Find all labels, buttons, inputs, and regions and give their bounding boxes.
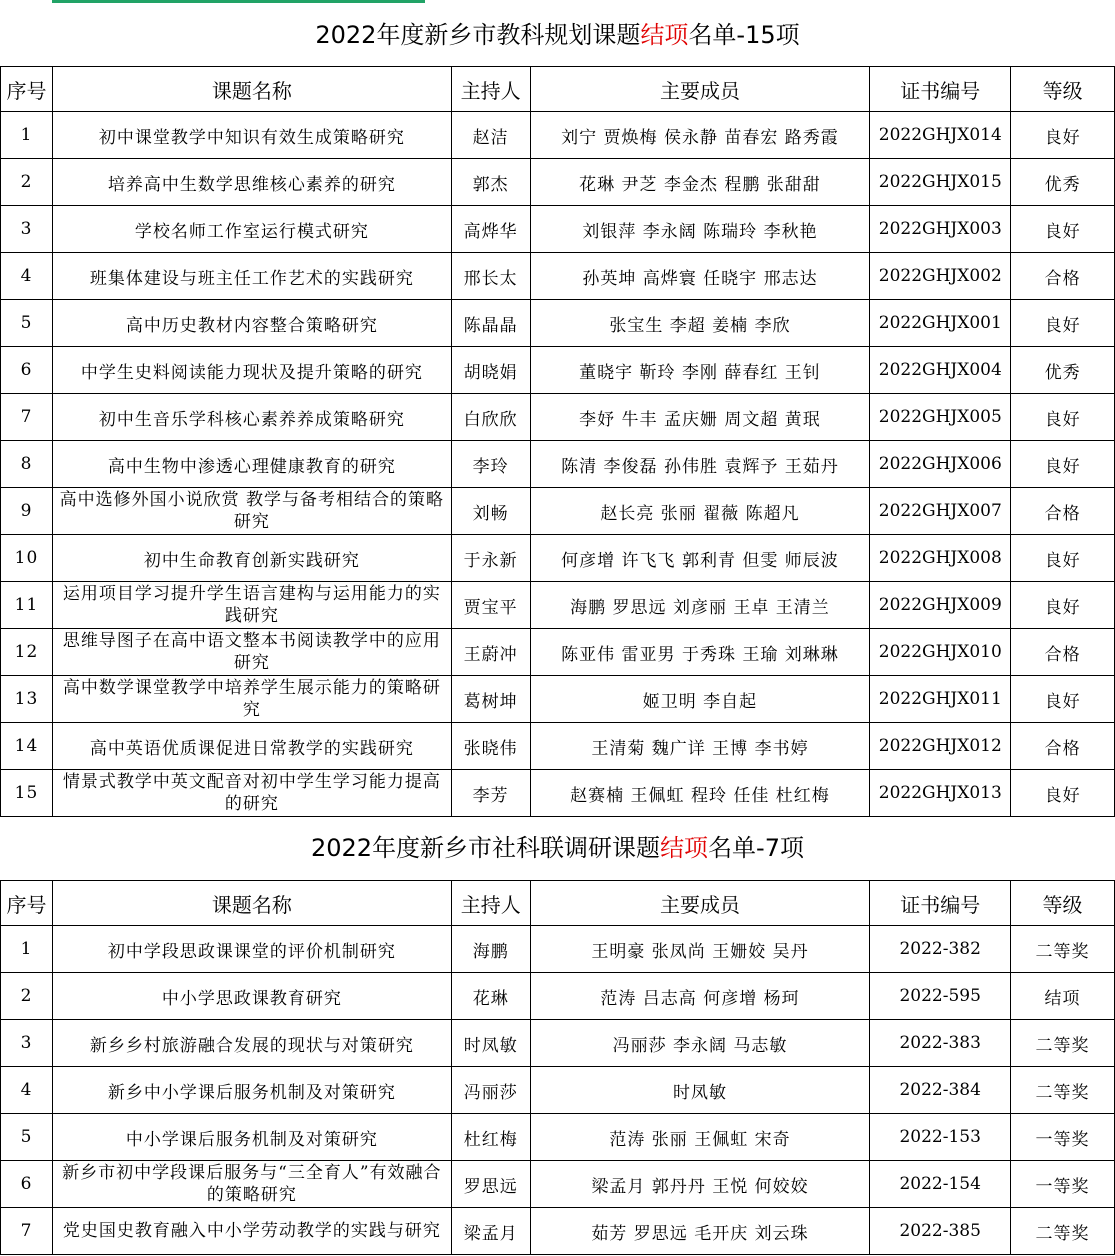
cell-host[interactable]: 邢长太 <box>451 253 530 300</box>
cell-topic[interactable]: 党史国史教育融入中小学劳动教学的实践与研究 <box>52 1208 451 1255</box>
cell-topic[interactable]: 班集体建设与班主任工作艺术的实践研究 <box>52 253 451 300</box>
table-row <box>1 1161 1115 1208</box>
cell-cert[interactable]: 2022GHJX012 <box>870 723 1011 770</box>
cell-host[interactable]: 于永新 <box>451 535 530 582</box>
table-row <box>1 159 1115 206</box>
cell-cert[interactable]: 2022GHJX008 <box>870 535 1011 582</box>
section1-title-prefix: 2022年度新乡市教科规划课题 <box>315 21 641 49</box>
cell-cert[interactable]: 2022GHJX001 <box>870 300 1011 347</box>
cell-grade[interactable]: 良好 <box>1011 206 1115 253</box>
cell-members[interactable]: 陈亚伟 雷亚男 于秀珠 王瑜 刘琳琳 <box>530 629 870 676</box>
cell-seq[interactable]: 12 <box>1 629 53 676</box>
header-seq[interactable]: 序号 <box>1 67 53 112</box>
cell-seq[interactable]: 14 <box>1 723 53 770</box>
cell-members[interactable]: 孙英坤 高烨寰 任晓宇 邢志达 <box>530 253 870 300</box>
table-row <box>1 441 1115 488</box>
cell-host[interactable]: 白欣欣 <box>451 394 530 441</box>
cell-grade[interactable]: 良好 <box>1011 582 1115 629</box>
header-cert[interactable]: 证书编号 <box>870 881 1011 926</box>
cell-grade[interactable]: 结项 <box>1011 973 1115 1020</box>
cell-grade[interactable]: 良好 <box>1011 300 1115 347</box>
header-members[interactable]: 主要成员 <box>530 67 870 112</box>
section1-title-suffix: 名单-15项 <box>688 21 800 49</box>
cell-host[interactable]: 罗思远 <box>451 1161 530 1208</box>
header-topic[interactable]: 课题名称 <box>52 881 451 926</box>
table-row <box>1 347 1115 394</box>
cell-seq[interactable]: 15 <box>1 770 53 817</box>
cell-members[interactable]: 海鹏 罗思远 刘彦丽 王卓 王清兰 <box>530 582 870 629</box>
cell-cert[interactable]: 2022GHJX007 <box>870 488 1011 535</box>
cell-grade[interactable]: 二等奖 <box>1011 1020 1115 1067</box>
table-row <box>1 582 1115 629</box>
table-row <box>1 112 1115 159</box>
cell-grade[interactable]: 合格 <box>1011 488 1115 535</box>
cell-grade[interactable]: 合格 <box>1011 253 1115 300</box>
cell-seq[interactable]: 7 <box>1 1208 53 1255</box>
cell-cert[interactable]: 2022GHJX002 <box>870 253 1011 300</box>
section2-title <box>0 833 1115 863</box>
cell-host[interactable]: 赵洁 <box>451 112 530 159</box>
cell-members[interactable]: 何彦增 许飞飞 郭利青 但雯 师辰波 <box>530 535 870 582</box>
cell-cert[interactable]: 2022GHJX015 <box>870 159 1011 206</box>
cell-cert[interactable]: 2022GHJX004 <box>870 347 1011 394</box>
cell-grade[interactable]: 合格 <box>1011 723 1115 770</box>
cell-members[interactable]: 张宝生 李超 姜楠 李欣 <box>530 300 870 347</box>
cell-members[interactable]: 赵赛楠 王佩虹 程玲 任佳 杜红梅 <box>530 770 870 817</box>
cell-seq[interactable]: 1 <box>1 112 53 159</box>
table-row <box>1 770 1115 817</box>
cell-topic[interactable]: 新乡乡村旅游融合发展的现状与对策研究 <box>52 1020 451 1067</box>
cell-seq[interactable]: 2 <box>1 973 53 1020</box>
cell-host[interactable]: 李玲 <box>451 441 530 488</box>
cell-host[interactable]: 李芳 <box>451 770 530 817</box>
cell-seq[interactable]: 6 <box>1 1161 53 1208</box>
cell-grade[interactable]: 一等奖 <box>1011 1114 1115 1161</box>
cell-grade[interactable]: 二等奖 <box>1011 1208 1115 1255</box>
table-row <box>1 253 1115 300</box>
table-row <box>1 1114 1115 1161</box>
cell-seq[interactable]: 3 <box>1 206 53 253</box>
header-grade[interactable]: 等级 <box>1011 881 1115 926</box>
cell-host[interactable]: 葛树坤 <box>451 676 530 723</box>
header-row <box>1 881 1115 926</box>
header-host[interactable]: 主持人 <box>451 881 530 926</box>
section2-table <box>0 880 1115 1255</box>
cell-topic[interactable]: 中小学课后服务机制及对策研究 <box>52 1114 451 1161</box>
cell-grade[interactable]: 良好 <box>1011 676 1115 723</box>
cell-topic[interactable]: 初中生音乐学科核心素养养成策略研究 <box>52 394 451 441</box>
cell-members[interactable]: 冯丽莎 李永阔 马志敏 <box>530 1020 870 1067</box>
cell-selection-indicator <box>52 0 425 3</box>
cell-cert[interactable]: 2022GHJX006 <box>870 441 1011 488</box>
cell-seq[interactable]: 2 <box>1 159 53 206</box>
cell-cert[interactable]: 2022-385 <box>870 1208 1011 1255</box>
cell-topic[interactable]: 初中生命教育创新实践研究 <box>52 535 451 582</box>
cell-members[interactable]: 刘银萍 李永阔 陈瑞玲 李秋艳 <box>530 206 870 253</box>
cell-grade[interactable]: 一等奖 <box>1011 1161 1115 1208</box>
cell-grade[interactable]: 良好 <box>1011 394 1115 441</box>
cell-cert[interactable]: 2022GHJX009 <box>870 582 1011 629</box>
cell-members[interactable]: 董晓宇 靳玲 李刚 薛春红 王钊 <box>530 347 870 394</box>
table-row <box>1 206 1115 253</box>
cell-members[interactable]: 赵长亮 张丽 翟薇 陈超凡 <box>530 488 870 535</box>
cell-members[interactable]: 花琳 尹芝 李金杰 程鹏 张甜甜 <box>530 159 870 206</box>
cell-members[interactable]: 王明豪 张凤尚 王姗姣 吴丹 <box>530 926 870 973</box>
cell-members[interactable]: 茹芳 罗思远 毛开庆 刘云珠 <box>530 1208 870 1255</box>
section1-title <box>0 20 1115 50</box>
section2-title-suffix: 名单-7项 <box>708 834 804 862</box>
cell-members[interactable]: 范涛 张丽 王佩虹 宋奇 <box>530 1114 870 1161</box>
cell-seq[interactable]: 11 <box>1 582 53 629</box>
cell-seq[interactable]: 4 <box>1 253 53 300</box>
cell-topic[interactable]: 培养高中生数学思维核心素养的研究 <box>52 159 451 206</box>
table-row <box>1 1020 1115 1067</box>
cell-grade[interactable]: 优秀 <box>1011 347 1115 394</box>
cell-host[interactable]: 高烨华 <box>451 206 530 253</box>
cell-seq[interactable]: 4 <box>1 1067 53 1114</box>
cell-host[interactable]: 冯丽莎 <box>451 1067 530 1114</box>
cell-topic[interactable]: 高中生物中渗透心理健康教育的研究 <box>52 441 451 488</box>
cell-host[interactable]: 张晓伟 <box>451 723 530 770</box>
cell-host[interactable]: 贾宝平 <box>451 582 530 629</box>
table-row <box>1 1208 1115 1255</box>
cell-members[interactable]: 刘宁 贾焕梅 侯永静 苗春宏 路秀霞 <box>530 112 870 159</box>
cell-topic[interactable]: 运用项目学习提升学生语言建构与运用能力的实践研究 <box>52 582 451 629</box>
cell-topic[interactable]: 高中数学课堂教学中培养学生展示能力的策略研究 <box>52 676 451 723</box>
cell-seq[interactable]: 6 <box>1 347 53 394</box>
cell-topic[interactable]: 高中历史教材内容整合策略研究 <box>52 300 451 347</box>
cell-grade[interactable]: 二等奖 <box>1011 1067 1115 1114</box>
header-members[interactable]: 主要成员 <box>530 881 870 926</box>
cell-members[interactable]: 陈清 李俊磊 孙伟胜 袁辉予 王茹丹 <box>530 441 870 488</box>
cell-cert[interactable]: 2022GHJX011 <box>870 676 1011 723</box>
cell-seq[interactable]: 13 <box>1 676 53 723</box>
cell-grade[interactable]: 良好 <box>1011 770 1115 817</box>
cell-host[interactable]: 刘畅 <box>451 488 530 535</box>
table-row <box>1 723 1115 770</box>
cell-members[interactable]: 梁孟月 郭丹丹 王悦 何姣姣 <box>530 1161 870 1208</box>
header-seq[interactable]: 序号 <box>1 881 53 926</box>
header-grade[interactable]: 等级 <box>1011 67 1115 112</box>
table-row <box>1 535 1115 582</box>
cell-grade[interactable]: 良好 <box>1011 535 1115 582</box>
header-cert[interactable]: 证书编号 <box>870 67 1011 112</box>
header-host[interactable]: 主持人 <box>451 67 530 112</box>
cell-seq[interactable]: 10 <box>1 535 53 582</box>
cell-seq[interactable]: 3 <box>1 1020 53 1067</box>
table-row <box>1 973 1115 1020</box>
cell-topic[interactable]: 初中学段思政课课堂的评价机制研究 <box>52 926 451 973</box>
header-row <box>1 67 1115 112</box>
cell-topic[interactable]: 情景式教学中英文配音对初中学生学习能力提高的研究 <box>52 770 451 817</box>
cell-cert[interactable]: 2022-595 <box>870 973 1011 1020</box>
cell-topic[interactable]: 高中英语优质课促进日常教学的实践研究 <box>52 723 451 770</box>
cell-members[interactable]: 范涛 吕志高 何彦增 杨珂 <box>530 973 870 1020</box>
section2-title-prefix: 2022年度新乡市社科联调研课题 <box>310 834 661 862</box>
cell-members[interactable]: 李妤 牛丰 孟庆姗 周文超 黄珉 <box>530 394 870 441</box>
cell-topic[interactable]: 中学生史料阅读能力现状及提升策略的研究 <box>52 347 451 394</box>
cell-cert[interactable]: 2022-154 <box>870 1161 1011 1208</box>
cell-members[interactable]: 时凤敏 <box>530 1067 870 1114</box>
section2-title-highlight: 结项 <box>660 834 709 862</box>
cell-cert[interactable]: 2022-153 <box>870 1114 1011 1161</box>
cell-seq[interactable]: 1 <box>1 926 53 973</box>
cell-cert[interactable]: 2022GHJX014 <box>870 112 1011 159</box>
cell-topic[interactable]: 思维导图子在高中语文整本书阅读教学中的应用研究 <box>52 629 451 676</box>
cell-cert[interactable]: 2022-383 <box>870 1020 1011 1067</box>
cell-seq[interactable]: 9 <box>1 488 53 535</box>
cell-host[interactable]: 陈晶晶 <box>451 300 530 347</box>
cell-topic[interactable]: 学校名师工作室运行模式研究 <box>52 206 451 253</box>
cell-seq[interactable]: 7 <box>1 394 53 441</box>
table-row <box>1 926 1115 973</box>
cell-topic[interactable]: 新乡市初中学段课后服务与“三全育人”有效融合的策略研究 <box>52 1161 451 1208</box>
cell-topic[interactable]: 高中选修外国小说欣赏 教学与备考相结合的策略研究 <box>52 488 451 535</box>
table-row <box>1 1067 1115 1114</box>
cell-host[interactable]: 花琳 <box>451 973 530 1020</box>
table-row <box>1 394 1115 441</box>
cell-host[interactable]: 时凤敏 <box>451 1020 530 1067</box>
cell-seq[interactable]: 5 <box>1 300 53 347</box>
table-row <box>1 676 1115 723</box>
cell-cert[interactable]: 2022-384 <box>870 1067 1011 1114</box>
header-topic[interactable]: 课题名称 <box>52 67 451 112</box>
cell-topic[interactable]: 新乡中小学课后服务机制及对策研究 <box>52 1067 451 1114</box>
cell-grade[interactable]: 合格 <box>1011 629 1115 676</box>
cell-grade[interactable]: 二等奖 <box>1011 926 1115 973</box>
cell-topic[interactable]: 中小学思政课教育研究 <box>52 973 451 1020</box>
cell-host[interactable]: 郭杰 <box>451 159 530 206</box>
cell-cert[interactable]: 2022GHJX005 <box>870 394 1011 441</box>
table-row <box>1 488 1115 535</box>
cell-members[interactable]: 姬卫明 李自起 <box>530 676 870 723</box>
table-row <box>1 629 1115 676</box>
cell-seq[interactable]: 8 <box>1 441 53 488</box>
table-row <box>1 300 1115 347</box>
cell-grade[interactable]: 良好 <box>1011 112 1115 159</box>
cell-grade[interactable]: 优秀 <box>1011 159 1115 206</box>
cell-topic[interactable]: 初中课堂教学中知识有效生成策略研究 <box>52 112 451 159</box>
cell-host[interactable]: 胡晓娟 <box>451 347 530 394</box>
cell-grade[interactable]: 良好 <box>1011 441 1115 488</box>
section1-title-highlight: 结项 <box>640 21 689 49</box>
cell-host[interactable]: 王蔚冲 <box>451 629 530 676</box>
cell-host[interactable]: 海鹏 <box>451 926 530 973</box>
cell-members[interactable]: 王清菊 魏广详 王博 李书婷 <box>530 723 870 770</box>
section1-table <box>0 66 1115 817</box>
cell-seq[interactable]: 5 <box>1 1114 53 1161</box>
cell-cert[interactable]: 2022GHJX010 <box>870 629 1011 676</box>
cell-cert[interactable]: 2022GHJX003 <box>870 206 1011 253</box>
cell-cert[interactable]: 2022-382 <box>870 926 1011 973</box>
cell-cert[interactable]: 2022GHJX013 <box>870 770 1011 817</box>
cell-host[interactable]: 梁孟月 <box>451 1208 530 1255</box>
cell-host[interactable]: 杜红梅 <box>451 1114 530 1161</box>
